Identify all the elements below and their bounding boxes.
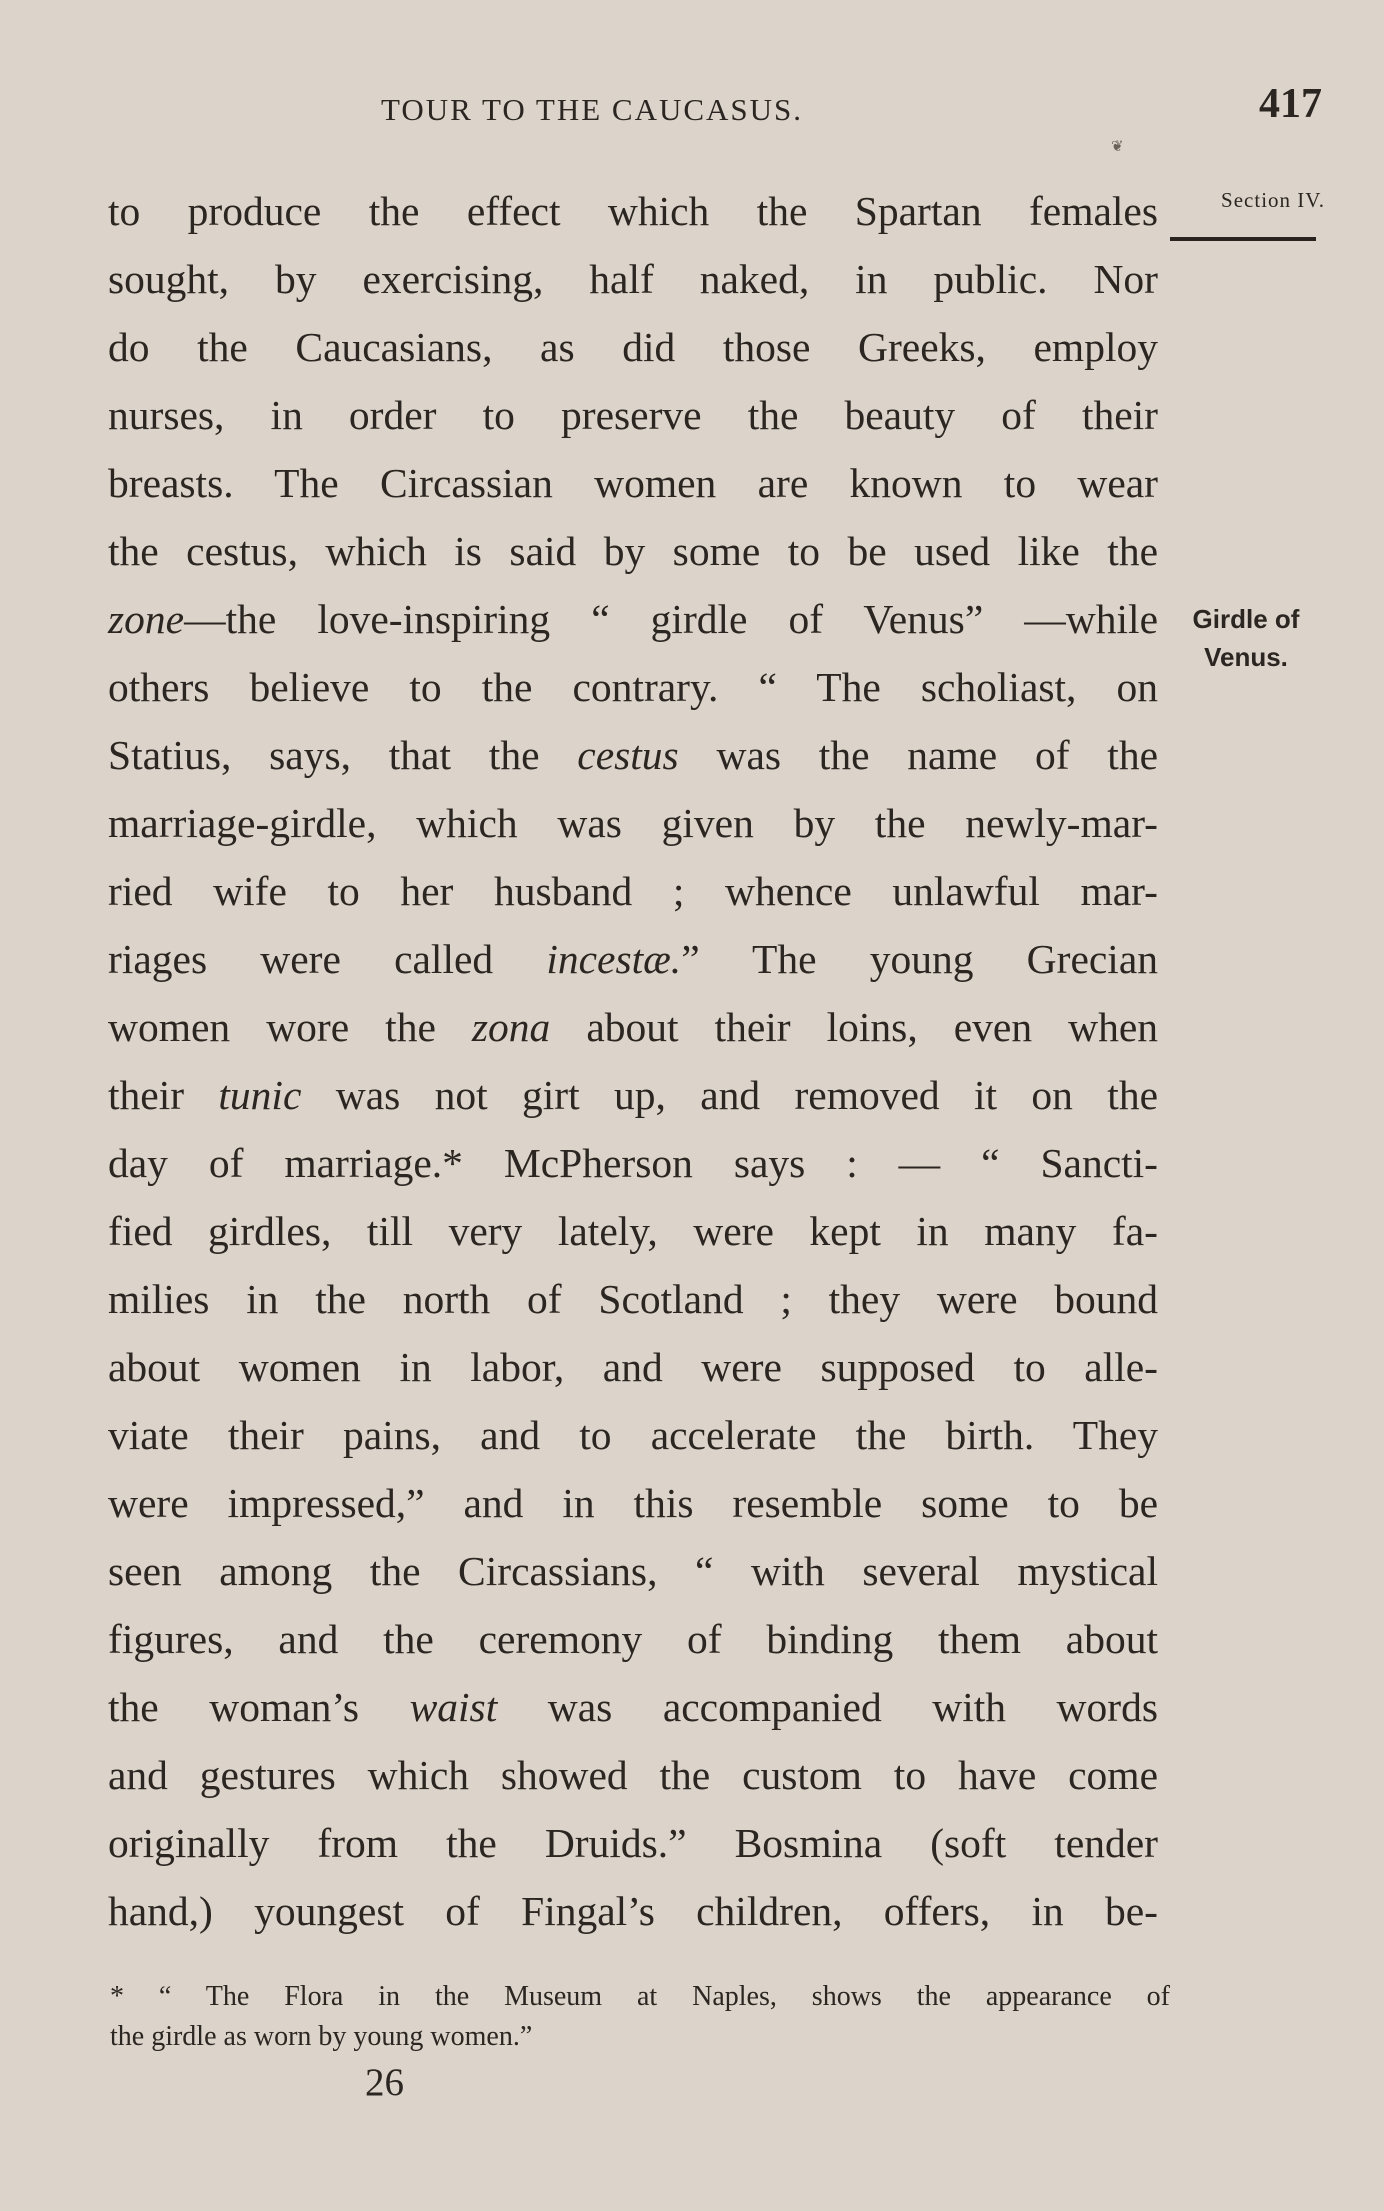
italic-term: cestus — [577, 732, 679, 778]
text-line: their tunic was not girt up, and removed it on the — [108, 1072, 1158, 1118]
text-line: viate their pains, and to accelerate the birth. They — [108, 1412, 1158, 1458]
text-line: fied girdles, till very lately, were kept in many fa- — [108, 1208, 1158, 1254]
side-note-line: Venus. — [1204, 642, 1288, 672]
running-title: TOUR TO THE CAUCASUS. — [380, 92, 804, 127]
section-label: Section IV. — [1221, 188, 1325, 212]
text-line: about women in labor, and were supposed to alle- — [108, 1344, 1158, 1390]
side-note — [1166, 600, 1326, 676]
text-line: do the Caucasians, as did those Greeks, employ — [108, 324, 1158, 370]
text-line: riages were called incestæ.” The young Grecian — [108, 936, 1158, 982]
italic-term: zone — [108, 596, 185, 642]
text-line: the cestus, which is said by some to be used like the — [108, 528, 1158, 574]
footnote-line: * “ The Flora in the Museum at Naples, shows the appearance of — [110, 1981, 1170, 2012]
text-line: hand,) youngest of Fingal’s children, offers, in be- — [108, 1888, 1158, 1934]
text-line: were impressed,” and in this resemble some to be — [108, 1480, 1158, 1526]
text-line: and gestures which showed the custom to have come — [108, 1752, 1158, 1798]
text-line: seen among the Circassians, “ with several mystical — [108, 1548, 1158, 1594]
text-line: day of marriage.* McPherson says : — “ Sancti- — [108, 1140, 1158, 1186]
signature-mark: 26 — [365, 2061, 404, 2104]
text-line: figures, and the ceremony of binding them about — [108, 1616, 1158, 1662]
text-line: the woman’s waist was accompanied with words — [108, 1684, 1158, 1730]
text-line: originally from the Druids.” Bosmina (soft tender — [108, 1820, 1158, 1866]
text-line: to produce the effect which the Spartan females — [108, 188, 1158, 234]
text-line: women wore the zona about their loins, even when — [108, 1004, 1158, 1050]
text-line: others believe to the contrary. “ The scholiast, on — [108, 664, 1158, 710]
page-number: 417 — [1259, 81, 1322, 127]
footnote-line: the girdle as worn by young women.” — [110, 2021, 533, 2052]
text-line: breasts. The Circassian women are known to wear — [108, 460, 1158, 506]
text-line: ried wife to her husband ; whence unlawful mar- — [108, 868, 1158, 914]
section-rule-divider — [1170, 237, 1316, 241]
italic-term: waist — [409, 1684, 498, 1730]
text-line: zone—the love-inspiring “ girdle of Venus” —while — [108, 596, 1158, 642]
text-line: marriage-girdle, which was given by the newly-mar- — [108, 800, 1158, 846]
italic-term: tunic — [218, 1072, 302, 1118]
side-note-line: Girdle of — [1192, 604, 1300, 634]
ink-speck: ❦ — [1111, 139, 1124, 155]
body-text — [108, 177, 1158, 1945]
italic-term: incestæ. — [546, 936, 682, 982]
footnote — [110, 1977, 1170, 2057]
text-line: milies in the north of Scotland ; they were bound — [108, 1276, 1158, 1322]
italic-term: zona — [471, 1004, 551, 1050]
text-line: nurses, in order to preserve the beauty of their — [108, 392, 1158, 438]
text-line: sought, by exercising, half naked, in public. Nor — [108, 256, 1158, 302]
text-line: Statius, says, that the cestus was the name of the — [108, 732, 1158, 778]
